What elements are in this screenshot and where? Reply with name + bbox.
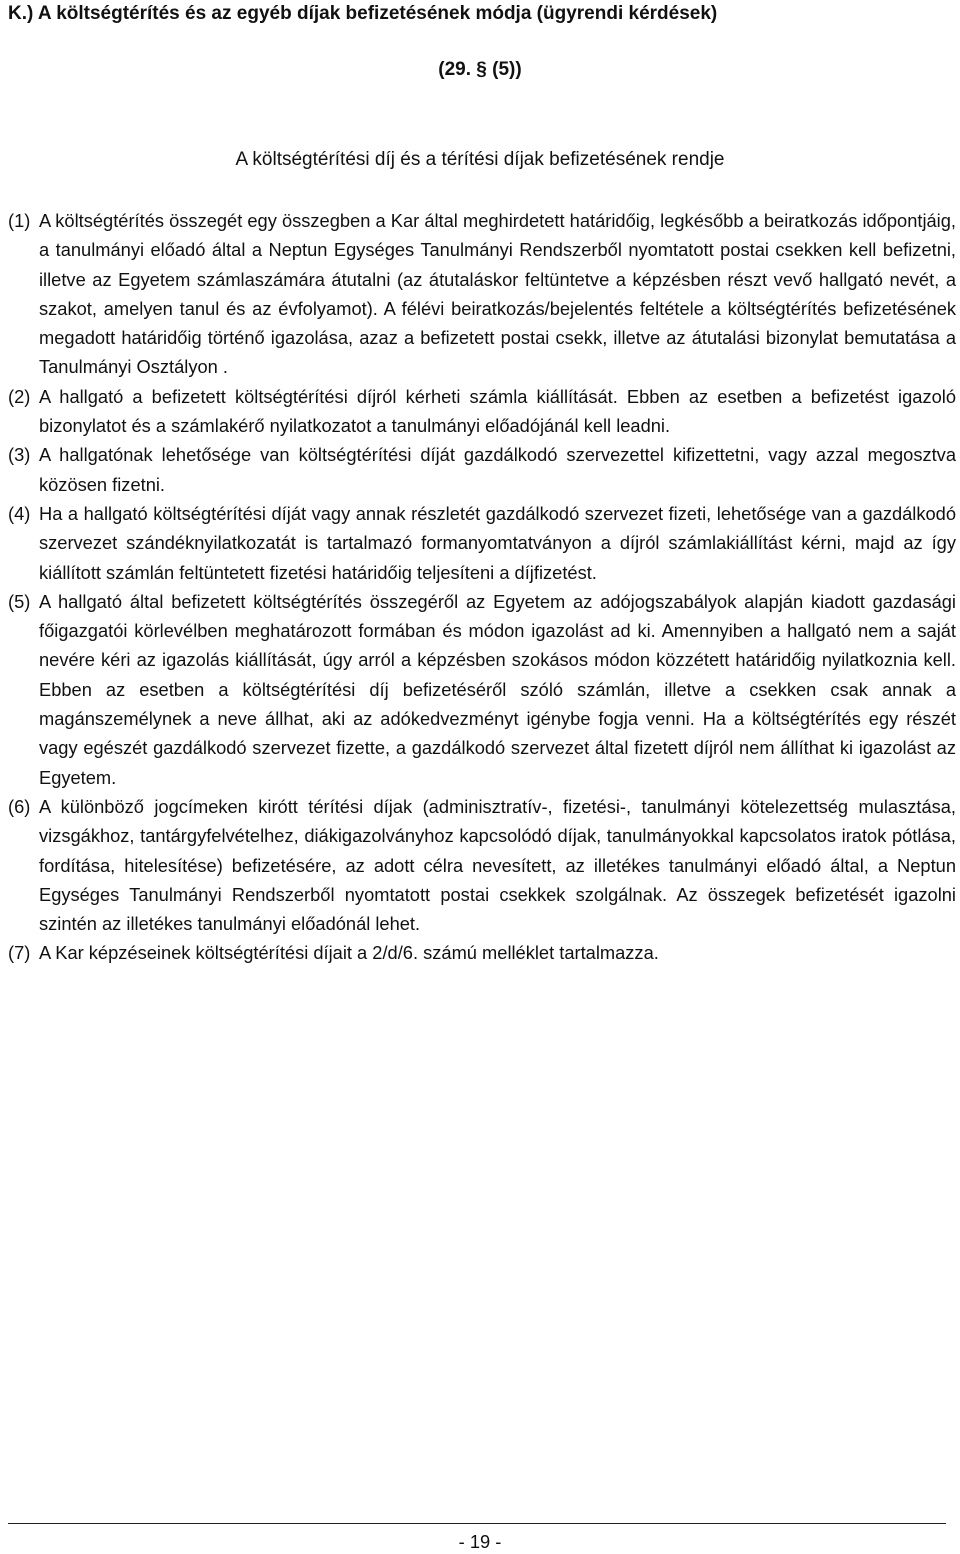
subsection-title: A költségtérítési díj és a térítési díjak befizetésének rendje: [235, 149, 725, 170]
paragraph-7: [8, 938, 956, 967]
paragraph-6: [8, 792, 956, 938]
section-heading: K.) A költségtérítés és az egyéb díjak befizetésének módja (ügyrendi kérdések): [8, 3, 718, 24]
section-reference: (29. § (5)): [438, 59, 522, 80]
paragraph-number: (1): [8, 210, 31, 231]
paragraph-text: A Kar képzéseinek költségtérítési díjait a 2/d/6. számú melléklet tartalmazza.: [39, 942, 659, 964]
paragraph-number: (3): [8, 444, 31, 466]
paragraph-1: [8, 206, 956, 382]
paragraph-4: [8, 499, 956, 587]
paragraph-3: [8, 440, 956, 499]
paragraph-text: Ha a hallgató költségtérítési díját vagy annak részletét gazdálkodó szervezet fizeti, lehetősége van a gazdálkodó szervezet szándéknyilatkozatát is tartalmazó formanyomtatványon a díjról számlakiállítást kérni, majd az így kiállított számlán feltüntetett fizetési határidőig teljesíteni a díjfizetést.: [39, 502, 956, 583]
paragraph-number: (2): [8, 385, 31, 407]
paragraph-number: (4): [8, 502, 31, 524]
paragraph-text: A hallgatónak lehetősége van költségtérítési díját gazdálkodó szervezettel kifizettetni, vagy azzal megosztva közösen fizetni.: [39, 444, 956, 495]
paragraph-number: (6): [8, 795, 31, 817]
paragraph-text: A költségtérítés összegét egy összegben a Kar által meghirdetett határidőig, legkésőbb a beiratkozás időpontjáig, a tanulmányi előadó által a Neptun Egységes Tanulmányi Rendszerből nyomtatott postai csekken kell befizetni, illetve az Egyetem számlaszámára átutalni (az átutaláskor feltüntetve a képzésben részt vevő hallgató nevét, a szakot, amelyen tanul és az évfolyamot). A félévi beiratkozás/bejelentés feltétele a költségtérítés befizetésének megadott határidőig történő igazolása, azaz a befizetett postai csekk, illetve az átutalási bizonylat bemutatása a Tanulmányi Osztályon .: [39, 210, 956, 378]
paragraph-number: (5): [8, 590, 31, 612]
footer-divider: [8, 1523, 946, 1524]
paragraph-number: (7): [8, 942, 31, 964]
paragraph-text: A hallgató a befizetett költségtérítési díjról kérheti számla kiállítását. Ebben az esetben a befizetést igazoló bizonylatot és a számlakérő nyilatkozatot a tanulmányi előadójánál kell leadni.: [39, 385, 956, 437]
page-number: - 19 -: [458, 1531, 502, 1552]
paragraph-text: A hallgató által befizetett költségtérítés összegéről az Egyetem az adójogszabályok alapján kiadott gazdasági főigazgatói körlevélben meghatározott formában és módon igazolást ad ki. Amennyiben a hallgató nem a saját nevére kéri az igazolás kiállítását, úgy arról a képzésben szokásos módon közzétett határidőig nyilatkoznia kell. Ebben az esetben a költségtérítési díj befizetéséről szóló számlán, illetve a csekken csak annak a magánszemélynek a neve állhat, aki az adókedvezményt igénybe fogja venni. Ha a költségtérítés egy részét vagy egészét gazdálkodó szervezet fizette, a gazdálkodó szervezet által fizetett díjról nem állíthat ki igazolást az Egyetem.: [39, 590, 956, 788]
paragraph-text: A különböző jogcímeken kirótt térítési díjak (adminisztratív-, fizetési-, tanulmányi kötelezettség mulasztása, vizsgákhoz, tantárgyfelvételhez, diákigazolványhoz kapcsolódó díjak, tanulmányokkal kapcsolatos iratok pótlása, fordítása, hitelesítése) befizetésére, az adott célra nevesített, az illetékes tanulmányi előadó által, a Neptun Egységes Tanulmányi Rendszerből nyomtatott postai csekkek szolgálnak. Az összegek befizetését igazolni szintén az illetékes tanulmányi előadónál lehet.: [39, 795, 956, 935]
paragraph-2: [8, 382, 956, 441]
paragraph-list: [8, 206, 956, 968]
paragraph-5: [8, 587, 956, 792]
